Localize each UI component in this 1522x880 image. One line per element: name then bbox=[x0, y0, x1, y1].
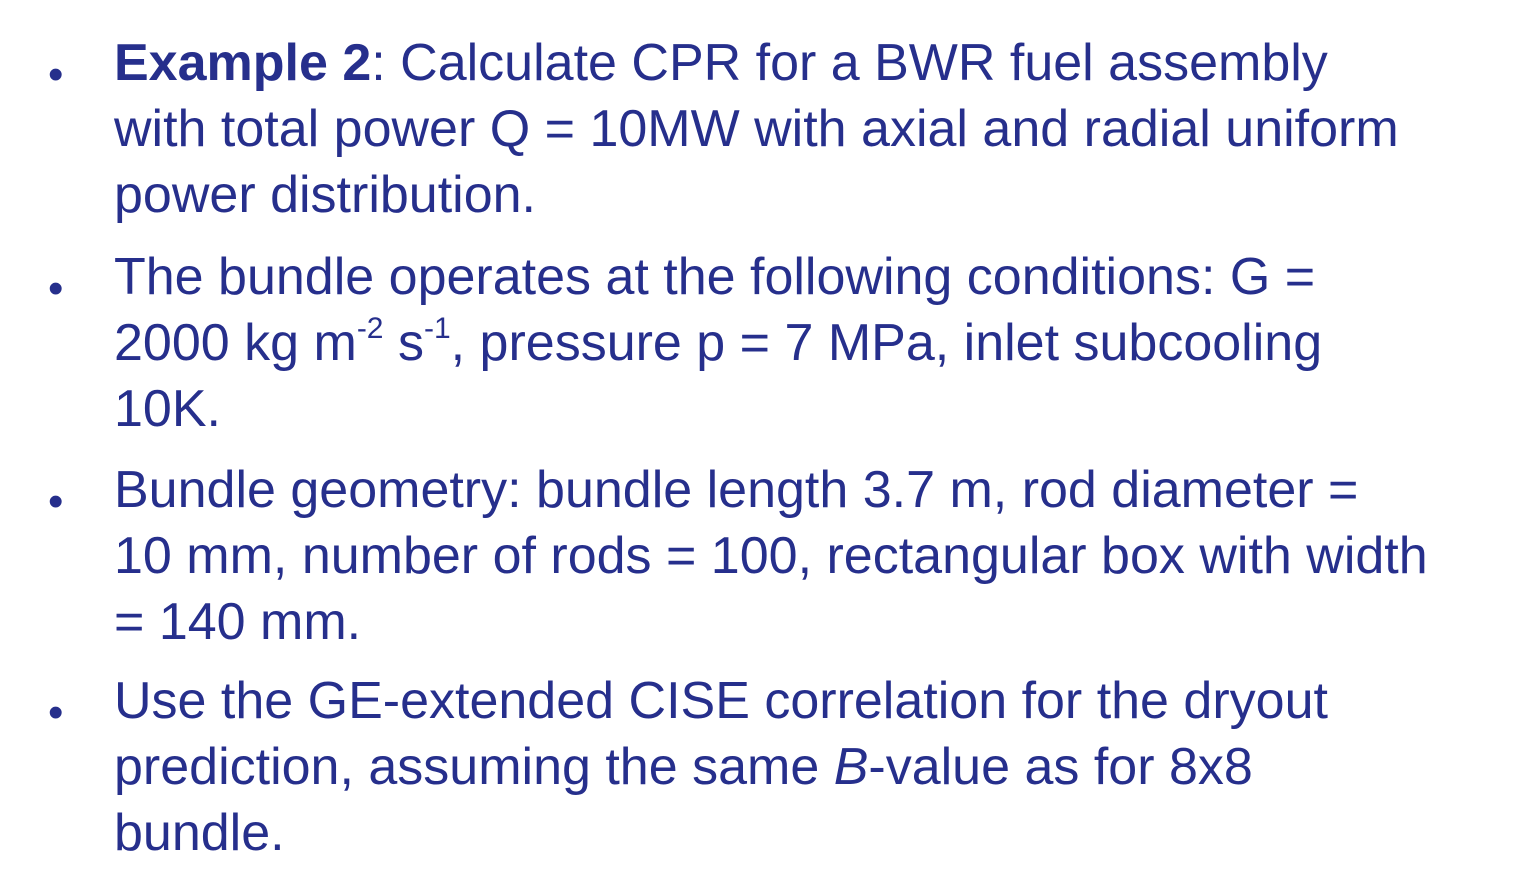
line: bundle. bbox=[114, 804, 285, 862]
line: 10K. bbox=[114, 380, 221, 438]
bullet-icon: • bbox=[48, 688, 64, 737]
line: Bundle geometry: bundle length 3.7 m, rod diameter = bbox=[114, 461, 1359, 519]
bullet-text-4 bbox=[114, 668, 1514, 866]
line: with total power Q = 10MW with axial and radial uniform bbox=[114, 100, 1399, 158]
line: Example 2: Calculate CPR for a BWR fuel assembly bbox=[114, 34, 1328, 92]
bullet-icon: • bbox=[48, 264, 64, 313]
bullet-text-3 bbox=[114, 457, 1514, 655]
line: 10 mm, number of rods = 100, rectangular box with width bbox=[114, 527, 1428, 585]
line: = 140 mm. bbox=[114, 593, 362, 651]
bullet-text-2 bbox=[114, 244, 1514, 442]
line: Use the GE-extended CISE correlation for the dryout bbox=[114, 672, 1328, 730]
b-value-italic: B bbox=[833, 738, 869, 796]
line: prediction, assuming the same B-value as for 8x8 bbox=[114, 738, 1253, 796]
line: The bundle operates at the following conditions: G = bbox=[114, 248, 1316, 306]
bullet-text-1 bbox=[114, 30, 1514, 228]
bullet-icon: • bbox=[48, 50, 64, 99]
example-heading: Example 2 bbox=[114, 34, 372, 92]
line: power distribution. bbox=[114, 166, 536, 224]
superscript: -2 bbox=[356, 311, 384, 345]
line: 2000 kg $m^{-2}$ $s^{-1}$, pressure p = 7 MPa, inlet subcooling bbox=[114, 311, 1323, 372]
bullet-icon: • bbox=[48, 477, 64, 526]
superscript: -1 bbox=[423, 311, 451, 345]
